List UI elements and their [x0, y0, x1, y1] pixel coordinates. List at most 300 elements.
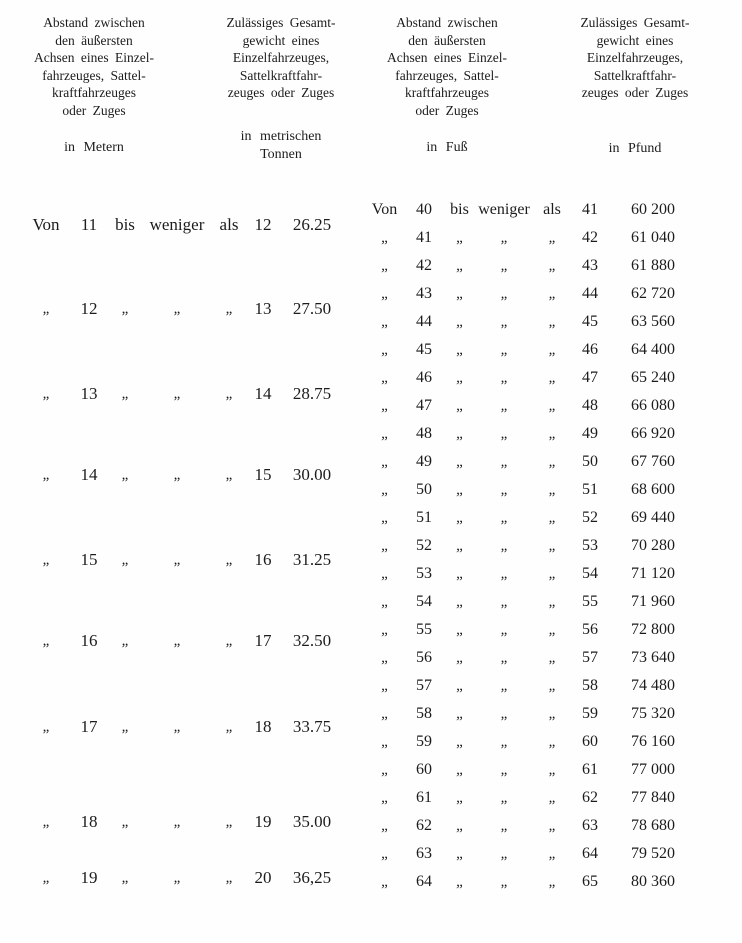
ditto-mark: „: [173, 718, 181, 735]
ditto-mark: „: [381, 313, 388, 330]
ditto-mark: „: [381, 845, 388, 862]
ditto-mark: „: [381, 481, 388, 498]
col-weight: 65 240: [631, 369, 675, 386]
imperial-distance-unit: in Fuß: [426, 140, 468, 155]
ditto-mark: „: [500, 509, 508, 526]
col-weight: 61 880: [631, 257, 675, 274]
col-from: 14: [80, 465, 98, 484]
ditto-mark: „: [225, 718, 233, 735]
col-to: 60: [582, 733, 598, 750]
ditto-mark: „: [500, 537, 508, 554]
col-from: 63: [416, 845, 432, 862]
header-line: Tonnen: [260, 146, 302, 162]
ditto-mark: „: [548, 845, 556, 862]
table-row: [364, 336, 698, 364]
ditto-mark: „: [381, 537, 388, 554]
col-to: 47: [582, 369, 598, 386]
ditto-mark: „: [456, 313, 463, 330]
ditto-mark: „: [42, 300, 50, 317]
ditto-mark: „: [500, 397, 508, 414]
col-weight: 70 280: [631, 537, 675, 554]
col-to: 15: [254, 465, 272, 484]
col-weight: 33.75: [292, 717, 332, 736]
col-from: 17: [80, 717, 98, 736]
ditto-mark: „: [548, 593, 556, 610]
ditto-mark: „: [456, 789, 463, 806]
col-to: 17: [254, 631, 272, 650]
col-to: 50: [582, 453, 598, 470]
ditto-mark: „: [500, 761, 508, 778]
col-to: 43: [582, 257, 598, 274]
ditto-mark: „: [548, 313, 556, 330]
col-weight: 63 560: [631, 313, 675, 330]
ditto-mark: „: [42, 466, 50, 483]
ditto-mark: „: [381, 285, 388, 302]
ditto-mark: „: [381, 677, 388, 694]
ditto-mark: „: [381, 341, 388, 358]
col-to: 12: [254, 215, 272, 234]
table-row: [364, 868, 698, 896]
table-row: [364, 784, 698, 812]
ditto-mark: „: [500, 677, 508, 694]
table-row: [364, 364, 698, 392]
ditto-mark: „: [548, 229, 556, 246]
table-row: [364, 616, 698, 644]
col-von: Von: [371, 201, 398, 218]
table-row: [364, 196, 698, 224]
ditto-mark: „: [456, 369, 463, 386]
metric-distance-header: [18, 14, 170, 157]
col-to: 58: [582, 677, 598, 694]
imperial-distance-header: [370, 14, 524, 157]
header-line: gewicht eines: [242, 32, 320, 48]
header-lines: [18, 14, 170, 119]
ditto-mark: „: [500, 817, 508, 834]
col-from: 18: [80, 812, 98, 831]
header-line: zeuges oder Zuges: [581, 85, 689, 100]
ditto-mark: „: [381, 397, 388, 414]
col-to: 16: [254, 550, 272, 569]
ditto-mark: „: [381, 873, 388, 890]
ditto-mark: „: [456, 509, 463, 526]
ditto-mark: „: [548, 537, 556, 554]
col-from: 40: [416, 201, 432, 218]
col-weight: 28.75: [292, 384, 332, 403]
ditto-mark: „: [548, 761, 556, 778]
table-row: [364, 280, 698, 308]
col-von: Von: [32, 215, 60, 234]
ditto-mark: „: [381, 229, 388, 246]
col-weight: 61 040: [631, 229, 675, 246]
col-weight: 74 480: [631, 677, 675, 694]
col-to: 44: [582, 285, 598, 302]
ditto-mark: „: [500, 481, 508, 498]
ditto-mark: „: [456, 257, 463, 274]
ditto-mark: „: [42, 632, 50, 649]
col-from: 42: [416, 257, 432, 274]
col-to: 63: [582, 817, 598, 834]
col-to: 45: [582, 313, 598, 330]
table-row: [22, 464, 344, 486]
header-line: Sattelkraftfahr-: [593, 67, 677, 83]
ditto-mark: „: [456, 621, 463, 638]
ditto-mark: „: [456, 565, 463, 582]
metric-weight-header: [198, 14, 364, 164]
header-line: Sattelkraftfahr-: [239, 67, 323, 83]
col-from: 58: [416, 705, 432, 722]
ditto-mark: „: [456, 593, 463, 610]
col-to: 55: [582, 593, 598, 610]
col-to: 54: [582, 565, 598, 582]
col-from: 57: [416, 677, 432, 694]
ditto-mark: „: [225, 300, 233, 317]
ditto-mark: „: [500, 453, 508, 470]
imperial-table-rows: [364, 196, 698, 896]
col-to: 14: [254, 384, 272, 403]
col-weight: 72 800: [631, 621, 675, 638]
col-bis: bis: [115, 215, 135, 234]
metric-distance-unit: in Metern: [64, 140, 124, 155]
ditto-mark: „: [500, 733, 508, 750]
col-to: 64: [582, 845, 598, 862]
ditto-mark: „: [548, 649, 556, 666]
header-line: oder Zuges: [62, 102, 126, 118]
ditto-mark: „: [456, 341, 463, 358]
col-to: 46: [582, 341, 598, 358]
ditto-mark: „: [548, 621, 556, 638]
ditto-mark: „: [225, 466, 233, 483]
metric-weight-unit: [198, 128, 364, 164]
header-lines: [550, 14, 720, 102]
col-to: 42: [582, 229, 598, 246]
header-line: gewicht eines: [596, 32, 674, 48]
ditto-mark: „: [381, 565, 388, 582]
col-from: 47: [416, 397, 432, 414]
ditto-mark: „: [456, 873, 463, 890]
col-weight: 64 400: [631, 341, 675, 358]
col-weight: 68 600: [631, 481, 675, 498]
col-weight: 77 840: [631, 789, 675, 806]
col-to: 49: [582, 425, 598, 442]
col-from: 44: [416, 313, 432, 330]
col-weight: 71 120: [631, 565, 675, 582]
col-weight: 66 080: [631, 397, 675, 414]
col-weight: 71 960: [631, 593, 675, 610]
header-line: den äußersten: [55, 32, 133, 48]
ditto-mark: „: [381, 817, 388, 834]
ditto-mark: „: [42, 551, 50, 568]
col-from: 50: [416, 481, 432, 498]
ditto-mark: „: [548, 565, 556, 582]
col-weight: 73 640: [631, 649, 675, 666]
ditto-mark: „: [500, 425, 508, 442]
ditto-mark: „: [500, 229, 508, 246]
ditto-mark: „: [42, 813, 50, 830]
table-row: [364, 728, 698, 756]
col-bis: bis: [450, 201, 469, 218]
header-line: Einzelfahrzeuges,: [232, 50, 330, 65]
col-from: 59: [416, 733, 432, 750]
ditto-mark: „: [548, 453, 556, 470]
col-from: 56: [416, 649, 432, 666]
ditto-mark: „: [500, 257, 508, 274]
table-row: [364, 224, 698, 252]
ditto-mark: „: [173, 632, 181, 649]
ditto-mark: „: [456, 229, 463, 246]
col-to: 19: [254, 812, 272, 831]
col-from: 45: [416, 341, 432, 358]
col-to: 13: [254, 299, 272, 318]
col-weight: 36,25: [292, 868, 332, 887]
header-line: Zulässiges Gesamt-: [226, 15, 336, 30]
ditto-mark: „: [225, 632, 233, 649]
header-lines: [370, 14, 524, 119]
ditto-mark: „: [456, 285, 463, 302]
table-row: [364, 448, 698, 476]
col-weight: 26.25: [292, 215, 332, 234]
ditto-mark: „: [456, 425, 463, 442]
ditto-mark: „: [173, 385, 181, 402]
ditto-mark: „: [548, 257, 556, 274]
ditto-mark: „: [173, 551, 181, 568]
ditto-mark: „: [456, 453, 463, 470]
ditto-mark: „: [173, 300, 181, 317]
table-row: [364, 252, 698, 280]
ditto-mark: „: [456, 705, 463, 722]
imperial-weight-unit: [550, 140, 720, 158]
col-weight: 60 200: [631, 201, 675, 218]
ditto-mark: „: [500, 705, 508, 722]
ditto-mark: „: [42, 718, 50, 735]
header-line: den äußersten: [408, 32, 486, 48]
col-to: 53: [582, 537, 598, 554]
ditto-mark: „: [381, 593, 388, 610]
ditto-mark: „: [548, 509, 556, 526]
ditto-mark: „: [173, 466, 181, 483]
ditto-mark: „: [381, 761, 388, 778]
table-row: [364, 588, 698, 616]
ditto-mark: „: [121, 813, 129, 830]
col-to: 61: [582, 761, 598, 778]
ditto-mark: „: [456, 733, 463, 750]
col-weight: 31.25: [292, 550, 332, 569]
ditto-mark: „: [500, 789, 508, 806]
table-row: [364, 420, 698, 448]
col-to: 18: [254, 717, 272, 736]
ditto-mark: „: [173, 813, 181, 830]
col-weight: 62 720: [631, 285, 675, 302]
ditto-mark: „: [456, 649, 463, 666]
header-line: zeuges oder Zuges: [227, 85, 335, 100]
ditto-mark: „: [121, 718, 129, 735]
ditto-mark: „: [456, 845, 463, 862]
table-row: [364, 392, 698, 420]
ditto-mark: „: [548, 705, 556, 722]
header-line: kraftfahrzeuges: [405, 85, 489, 100]
ditto-mark: „: [456, 677, 463, 694]
ditto-mark: „: [548, 285, 556, 302]
col-weight: 77 000: [631, 761, 675, 778]
ditto-mark: „: [500, 369, 508, 386]
col-from: 49: [416, 453, 432, 470]
ditto-mark: „: [548, 369, 556, 386]
table-row: [364, 672, 698, 700]
ditto-mark: „: [500, 341, 508, 358]
col-als: als: [543, 201, 561, 218]
table-row: [364, 644, 698, 672]
header-line: fahrzeuges, Sattel-: [42, 67, 146, 83]
ditto-mark: „: [456, 817, 463, 834]
table-row: [22, 549, 344, 571]
ditto-mark: „: [548, 789, 556, 806]
col-to: 48: [582, 397, 598, 414]
ditto-mark: „: [500, 621, 508, 638]
col-weight: 76 160: [631, 733, 675, 750]
col-from: 19: [80, 868, 98, 887]
table-row: [364, 812, 698, 840]
col-weight: 32.50: [292, 631, 332, 650]
col-from: 43: [416, 285, 432, 302]
col-weight: 78 680: [631, 817, 675, 834]
table-row: [22, 214, 344, 236]
table-row: [364, 756, 698, 784]
col-weight: 66 920: [631, 425, 675, 442]
ditto-mark: „: [548, 817, 556, 834]
ditto-mark: „: [381, 705, 388, 722]
ditto-mark: „: [121, 632, 129, 649]
ditto-mark: „: [500, 649, 508, 666]
col-to: 41: [582, 201, 598, 218]
col-to: 52: [582, 509, 598, 526]
ditto-mark: „: [500, 873, 508, 890]
header-line: Achsen eines Einzel-: [387, 50, 507, 65]
ditto-mark: „: [500, 285, 508, 302]
imperial-weight-header: [550, 14, 720, 158]
col-from: 52: [416, 537, 432, 554]
table-row: [364, 476, 698, 504]
header-line: Achsen eines Einzel-: [34, 50, 154, 65]
col-from: 15: [80, 550, 98, 569]
col-to: 62: [582, 789, 598, 806]
ditto-mark: „: [548, 341, 556, 358]
ditto-mark: „: [121, 385, 129, 402]
header-line: fahrzeuges, Sattel-: [395, 67, 499, 83]
ditto-mark: „: [500, 593, 508, 610]
table-row: [364, 532, 698, 560]
ditto-mark: „: [381, 789, 388, 806]
ditto-mark: „: [548, 733, 556, 750]
col-to: 65: [582, 873, 598, 890]
header-line: kraftfahrzeuges: [52, 85, 136, 100]
metric-table-rows: [22, 198, 344, 910]
col-from: 64: [416, 873, 432, 890]
col-weight: 67 760: [631, 453, 675, 470]
col-weight: 27.50: [292, 299, 332, 318]
col-from: 13: [80, 384, 98, 403]
ditto-mark: „: [500, 845, 508, 862]
ditto-mark: „: [456, 481, 463, 498]
col-als: als: [219, 215, 239, 234]
ditto-mark: „: [121, 551, 129, 568]
col-weniger: weniger: [478, 201, 530, 218]
col-from: 54: [416, 593, 432, 610]
ditto-mark: „: [225, 869, 233, 886]
ditto-mark: „: [456, 397, 463, 414]
ditto-mark: „: [548, 397, 556, 414]
header-line: Abstand zwischen: [396, 15, 498, 30]
col-to: 20: [254, 868, 272, 887]
col-weight: 80 360: [631, 873, 675, 890]
ditto-mark: „: [225, 551, 233, 568]
ditto-mark: „: [121, 466, 129, 483]
table-row: [364, 308, 698, 336]
table-row: [22, 630, 344, 652]
col-to: 59: [582, 705, 598, 722]
col-from: 12: [80, 299, 98, 318]
table-row: [364, 560, 698, 588]
ditto-mark: „: [381, 509, 388, 526]
ditto-mark: „: [456, 761, 463, 778]
ditto-mark: „: [381, 369, 388, 386]
table-row: [22, 298, 344, 320]
col-weight: 79 520: [631, 845, 675, 862]
col-to: 57: [582, 649, 598, 666]
col-from: 60: [416, 761, 432, 778]
col-from: 61: [416, 789, 432, 806]
header-line: Einzelfahrzeuges,: [586, 50, 684, 65]
ditto-mark: „: [500, 313, 508, 330]
table-row: [364, 504, 698, 532]
ditto-mark: „: [381, 733, 388, 750]
col-weniger: weniger: [149, 215, 205, 234]
ditto-mark: „: [548, 873, 556, 890]
col-from: 16: [80, 631, 98, 650]
table-row: [364, 840, 698, 868]
table-row: [22, 716, 344, 738]
table-row: [22, 383, 344, 405]
col-from: 55: [416, 621, 432, 638]
col-from: 51: [416, 509, 432, 526]
col-from: 46: [416, 369, 432, 386]
col-to: 56: [582, 621, 598, 638]
ditto-mark: „: [456, 537, 463, 554]
ditto-mark: „: [225, 813, 233, 830]
table-row: [364, 700, 698, 728]
header-line: in metrischen: [240, 128, 322, 144]
col-to: 51: [582, 481, 598, 498]
header-lines: [198, 14, 364, 102]
col-from: 48: [416, 425, 432, 442]
col-weight: 35.00: [292, 812, 332, 831]
ditto-mark: „: [173, 869, 181, 886]
ditto-mark: „: [381, 621, 388, 638]
ditto-mark: „: [381, 257, 388, 274]
ditto-mark: „: [381, 649, 388, 666]
ditto-mark: „: [548, 481, 556, 498]
table-row: [22, 811, 344, 833]
header-line: in Pfund: [608, 140, 662, 156]
col-from: 62: [416, 817, 432, 834]
header-line: oder Zuges: [415, 102, 479, 118]
ditto-mark: „: [548, 425, 556, 442]
ditto-mark: „: [500, 565, 508, 582]
table-row: [22, 867, 344, 889]
ditto-mark: „: [42, 385, 50, 402]
header-line: Abstand zwischen: [43, 15, 145, 30]
ditto-mark: „: [121, 869, 129, 886]
col-weight: 69 440: [631, 509, 675, 526]
header-line: Zulässiges Gesamt-: [580, 15, 690, 30]
